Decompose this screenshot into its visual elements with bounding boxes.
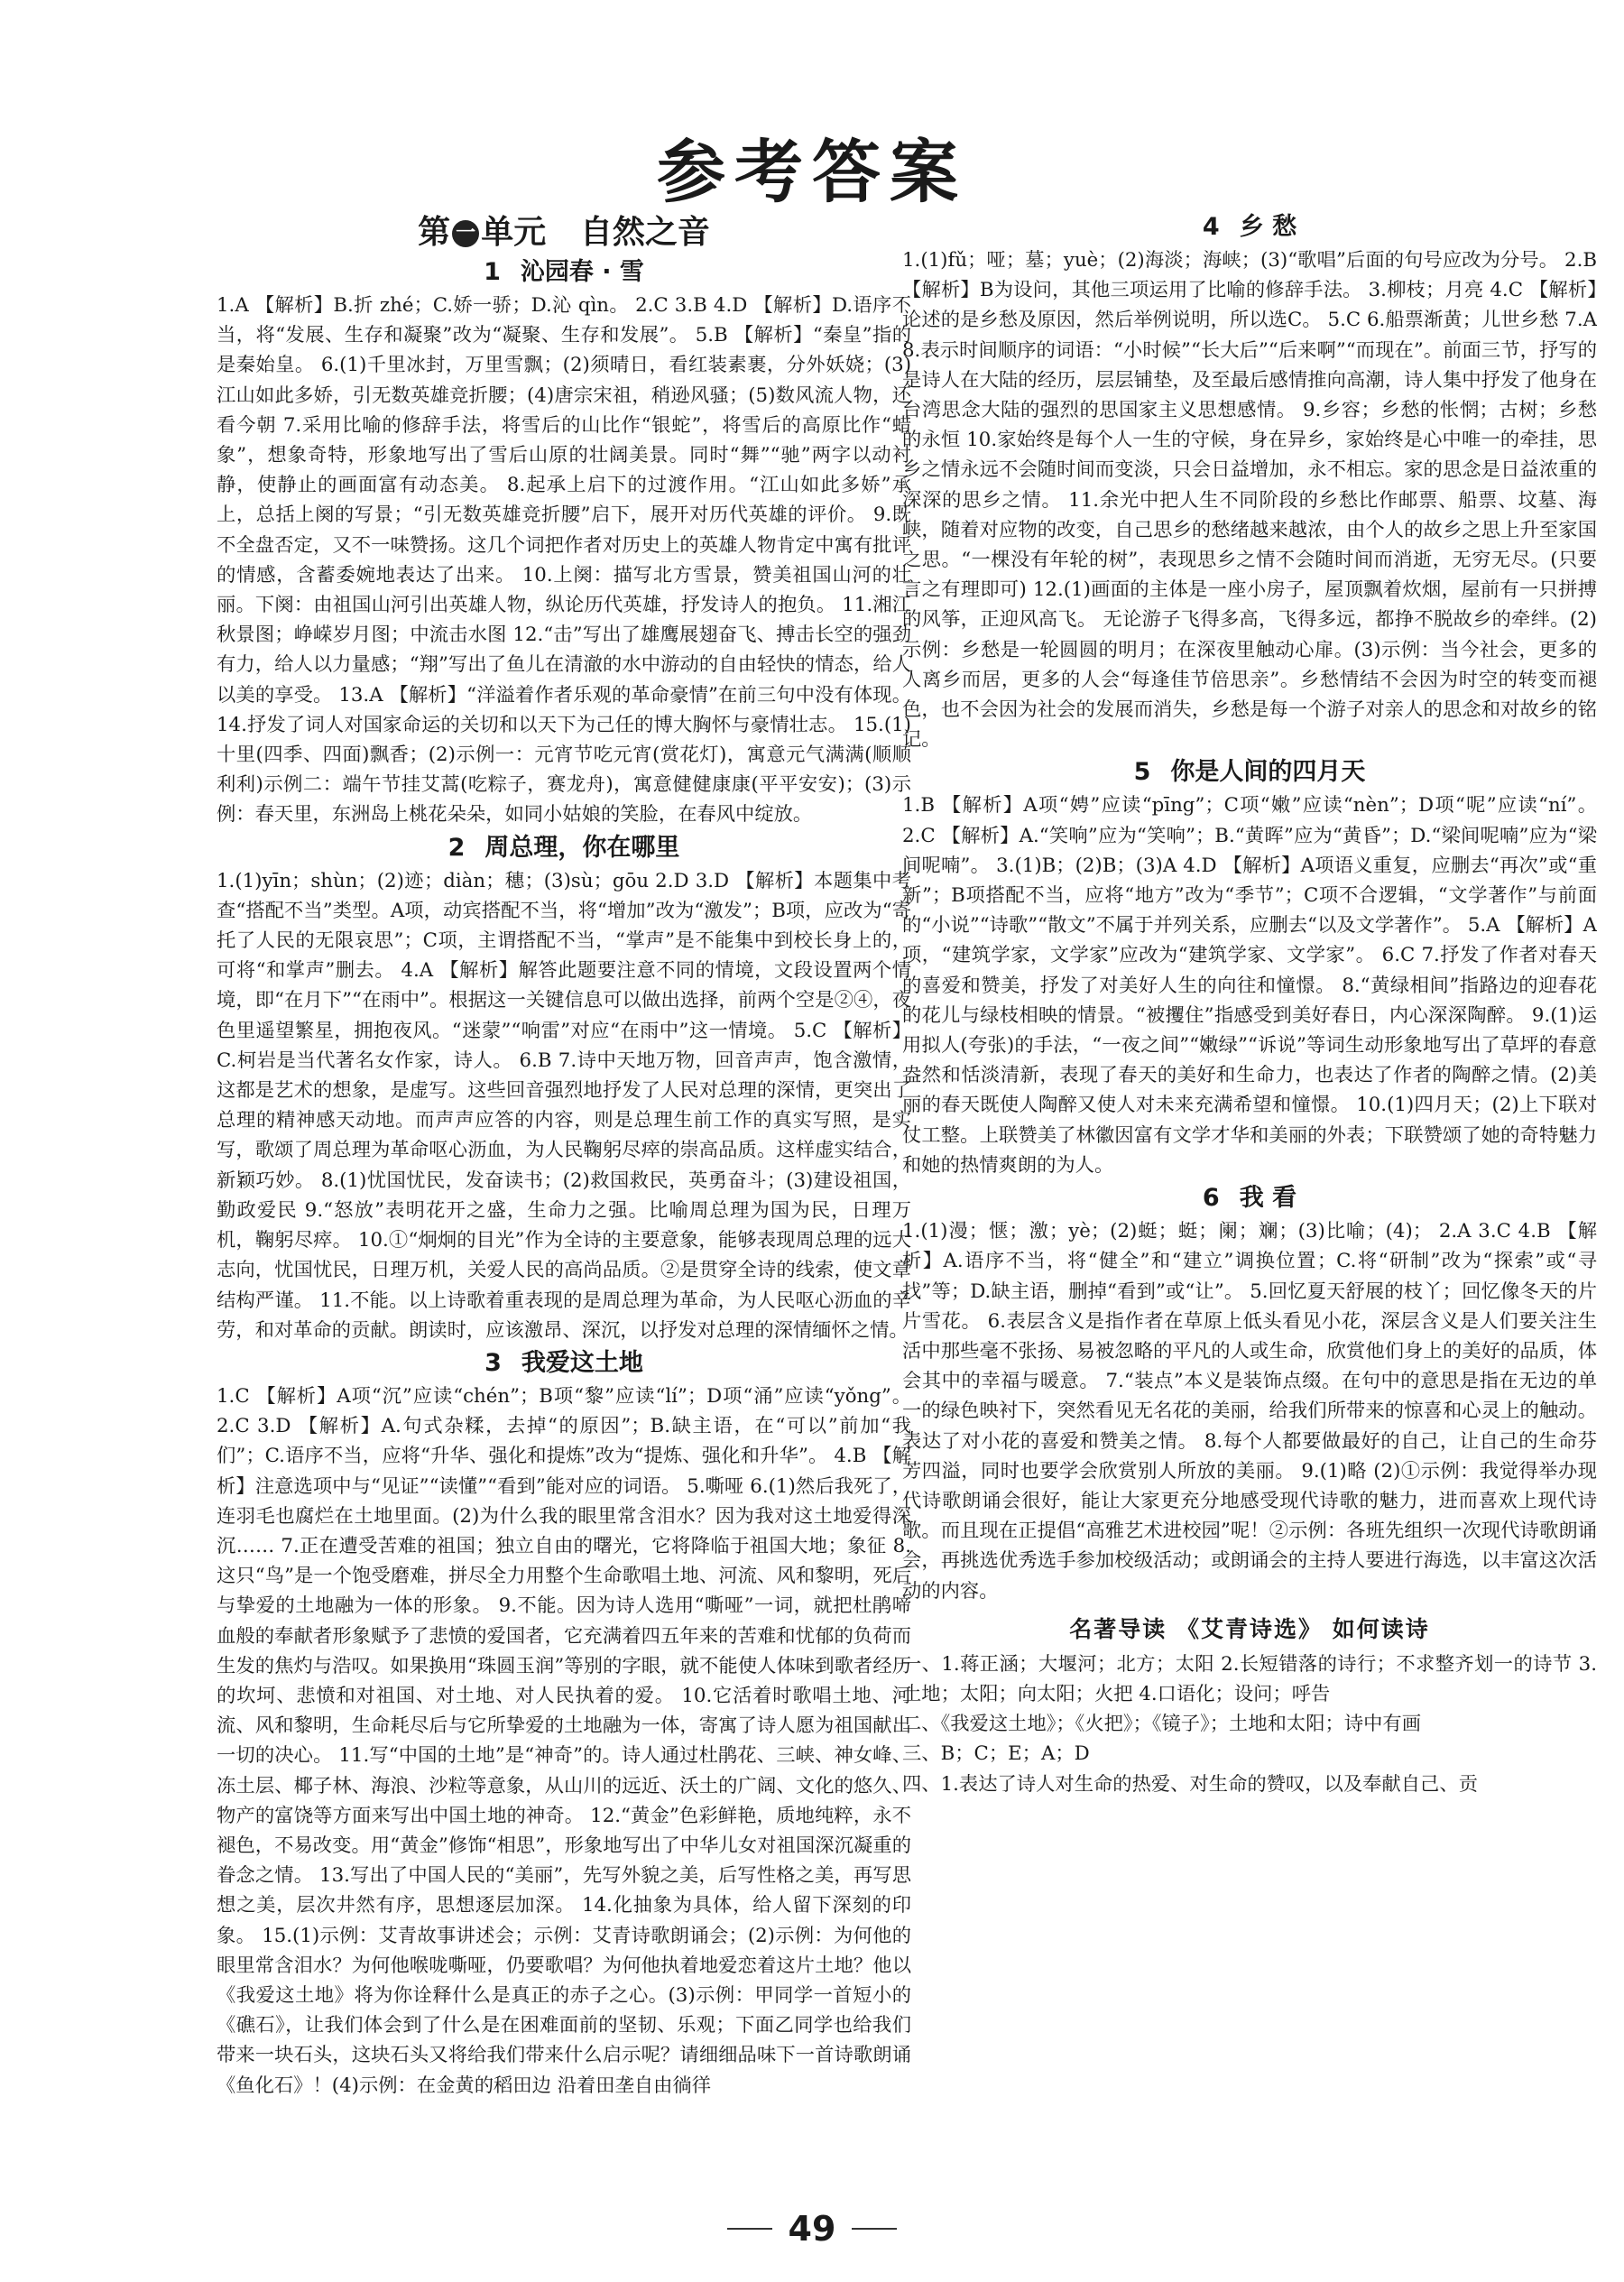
section-number: 4	[1202, 213, 1220, 241]
answers-section-6: 1.(1)漫；惬；激；yè；(2)蜓；蜓；阑；斓；(3)比喻；(4)； 2.A 3.C 4.B 【解析】A.语序不当，将“健全”和“建立”调换位置；C.将“研制”改为“探索”或“寻找”等；D.缺主语，删掉“看到”或“让”。 5.回忆夏天舒展的枝丫；回忆像冬天的片片雪花。 6.表层含义是指作者在草原上低头看见小花，深层含义是人们要关注生活中那些毫不张扬、易被忽略的平凡的人或生命，欣赏他们身上的美好的品质，体会其中的幸福与暖意。 7.“装点”本义是装饰点缀。在句中的意思是指在无边的单一的绿色映衬下，突然看见无名花的美丽，给我们所带来的惊喜和心灵上的触动。表达了对小花的喜爱和赞美之情。 8.每个人都要做最好的自己，让自己的生命芬芳四溢，同时也要学会欣赏别人所放的美丽。 9.(1)略 (2)①示例：我觉得举办现代诗歌朗诵会很好，能让大家更充分地感受现代诗歌的魅力，进而喜欢上现代诗歌。而且现在正提倡“高雅艺术进校园”呢！②示例：各班先组织一次现代诗歌朗诵会，再挑选优秀选手参加校级活动；或朗诵会的主持人要进行海选，以丰富这次活动的内容。	[902, 1220, 1597, 1603]
answers-section-5: 1.B 【解析】A项“娉”应读“pīng”；C项“嫩”应读“nèn”；D项“呢”应读“ní”。 2.C 【解析】A.“笑响”应为“笑响”；B.“黄晖”应为“黄昏”；D.“梁间呢喃”应为“梁间呢喃”。 3.(1)B；(2)B；(3)A 4.D 【解析】A项语义重复，应删去“再次”或“重新”；B项搭配不当，应将“地方”改为“季节”；C项不合逻辑，“文学著作”与前面的“小说”“诗歌”“散文”不属于并列关系，应删去“以及文学著作”。 5.A 【解析】A项，“建筑学家，文学家”应改为“建筑学家、文学家”。 6.C 7.抒发了作者对春天的喜爱和赞美，抒发了对美好人生的向往和憧憬。 8.“黄绿相间”指路边的迎春花的花儿与绿枝相映的情景。“被攫住”指感受到美好春日，内心深深陶醉。 9.(1)运用拟人(夸张)的手法，“一夜之间”“嫩绿”“诉说”等词生动形象地写出了草坪的春意盎然和恬淡清新，表现了春天的美好和生命力，也表达了作者的陶醉之情。(2)美丽的春天既使人陶醉又使人对未来充满希望和憧憬。 10.(1)四月天；(2)上下联对仗工整。上联赞美了林徽因富有文学才华和美丽的外表；下联赞颂了她的奇特魅力和她的热情爽朗的为人。	[902, 794, 1597, 1177]
answers-section-3: 1.C 【解析】A项“沉”应读“chén”；B项“黎”应读“lí”；D项“涌”应读“yǒng”。 2.C 3.D 【解析】A.句式杂糅，去掉“的原因”；B.缺主语，在“可以”前加“我们”；C.语序不当，应将“升华、强化和提炼”改为“提炼、强化和升华”。 4.B 【解析】注意选项中与“见证”“读懂”“看到”能对应的词语。 5.嘶哑 6.(1)然后我死了，连羽毛也腐烂在土地里面。(2)为什么我的眼里常含泪水？因为我对这土地爱得深沉…… 7.正在遭受苦难的祖国；独立自由的曙光，它将降临于祖国大地；象征 8.这只“鸟”是一个饱受磨难，拼尽全力用整个生命歌唱土地、河流、风和黎明，死后与挚爱的土地融为一体的形象。 9.不能。因为诗人选用“嘶哑”一词，就把杜鹃啼血般的奉献者形象赋予了悲愤的爱国者，它充满着四五年来的苦难和忧郁的负荷而生发的焦灼与浩叹。如果换用“珠圆玉润”等别的字眼，就不能使人体味到歌者经历的坎坷、悲愤和对祖国、对土地、对人民执着的爱。 10.它活着时歌唱土地、河流、风和黎明，生命耗尽后与它所挚爱的土地融为一体，寄寓了诗人愿为祖国献出一切的决心。 11.写“中国的土地”是“神奇”的。诗人通过杜鹃花、三峡、神女峰、冻土层、椰子林、海浪、沙粒等意象，从山川的远近、沃土的广阔、文化的悠久、物产的富饶等方面来写出中国土地的神奇。 12.“黄金”色彩鲜艳，质地纯粹，永不褪色，不易改变。用“黄金”修饰“相思”，形象地写出了中华儿女对祖国深沉凝重的眷念之情。 13.写出了中国人民的“美丽”，先写外貌之美，后写性格之美，再写思想之美，层次井然有序，思想逐层加深。 14.化抽象为具体，给人留下深刻的印象。 15.(1)示例：艾青故事讲述会；示例：艾青诗歌朗诵会；(2)示例：为何他的眼里常含泪水？为何他喉咙嘶哑，仍要歌唱？为何他执着地爱恋着这片土地？他以《我爱这土地》将为你诠释什么是真正的赤子之心。(3)示例：甲同学一首短小的《礁石》，让我们体会到了什么是在困难面前的坚韧、乐观；下面乙同学也给我们带来一块石头，这块石头又将给我们带来什么启示呢？请细细品味下一首诗歌朗诵《鱼化石》！(4)示例：在金黄的稻田边 沿着田垄自由徜徉	[217, 1384, 911, 2097]
unit-prefix: 第	[418, 214, 451, 251]
answers-section-4: 1.(1)fǔ；哑；墓；yuè；(2)海淡；海峡；(3)“歌唱”后面的句号应改为分号。 2.B 【解析】B为设问，其他三项运用了比喻的修辞手法。 3.柳枝；月亮 4.C 【解析】论述的是乡愁及原因，然后举例说明，所以选C。 5.C 6.船票渐黄；儿世乡愁 7.A 8.表示时间顺序的词语：“小时候”“长大后”“后来啊”“而现在”。前面三节，抒写的是诗人在大陆的经历，层层铺垫，及至最后感情推向高潮，诗人集中抒发了他身在台湾思念大陆的强烈的思国家主义思想感情。 9.乡容；乡愁的怅惘；古树；乡愁的永恒 10.家始终是每个人一生的守候，身在异乡，家始终是心中唯一的牵挂，思乡之情永远不会随时间而变淡，只会日益增加，永不相忘。家的思念是日益浓重的深深的思乡之情。 11.余光中把人生不同阶段的乡愁比作邮票、船票、坟墓、海峡，随着对应物的改变，自己思乡的愁绪越来越浓，由个人的故乡之思上升至家国之思。“一棵没有年轮的树”，表现思乡之情不会随时间而消逝，无穷无尽。(只要言之有理即可) 12.(1)画面的主体是一座小房子，屋顶飘着炊烟，屋前有一只拼搏的风筝，正迎风高飞。 无论游子飞得多高，飞得多远，都挣不脱故乡的牵绊。(2)示例：乡愁是一轮圆圆的明月；在深夜里触动心扉。(3)示例：当今社会，更多的人离乡而居，更多的人会“每逢佳节倍思亲”。乡愁情结不会因为时空的转变而褪色，也不会因为社会的发展而消失，乡愁是每一个游子对亲人的思念和对故乡的铭记。	[902, 249, 1597, 752]
dash-left	[727, 2228, 772, 2230]
left-column	[217, 209, 911, 2190]
section-name: 乡 愁	[1239, 213, 1297, 241]
section-title-6	[902, 1180, 1597, 1216]
section-number: 5	[1133, 758, 1151, 787]
reading-guide-item: 四、1.表达了诗人对生命的热爱、对生命的赞叹，以及奉献自己、贡	[902, 1772, 1478, 1796]
unit-suffix: 单元	[481, 214, 547, 251]
section-number: 3	[484, 1348, 502, 1377]
section-title-4	[902, 209, 1597, 245]
section-title-1	[217, 254, 911, 291]
section-number: 2	[448, 833, 466, 862]
answers-section-2: 1.(1)yīn；shùn；(2)迹；diàn；穗；(3)sù；gōu 2.D 3.D 【解析】本题集中考查“搭配不当”类型。A项，动宾搭配不当，将“增加”改为“激发”；B项，应改为“寄托了人民的无限哀思”；C项，主谓搭配不当，“掌声”是不能集中到校长身上的，可将“和掌声”删去。 4.A 【解析】解答此题要注意不同的情境，文段设置两个情境，即“在月下”“在雨中”。根据这一关键信息可以做出选择，前两个空是②④，夜色里遥望繁星，拥抱夜风。“迷蒙”“响雷”对应“在雨中”这一情境。 5.C 【解析】C.柯岩是当代著名女作家，诗人。 6.B 7.诗中天地万物，回音声声，饱含激情，这都是艺术的想象，是虚写。这些回音强烈地抒发了人民对总理的深情，更突出了总理的精神感天动地。而声声应答的内容，则是总理生前工作的真实写照，是实写，歌颂了周总理为革命呕心沥血，为人民鞠躬尽瘁的崇高品质。这样虚实结合，新颖巧妙。 8.(1)忧国忧民，发奋读书；(2)救国救民，英勇奋斗；(3)建设祖国，勤政爱民 9.“怒放”表明花开之盛，生命力之强。比喻周总理为国为民，日理万机，鞠躬尽瘁。 10.①“炯炯的目光”作为全诗的主要意象，能够表现周总理的远大志向，忧国忧民，日理万机，关爱人民的高尚品质。②是贯穿全诗的线索，使文章结构严谨。 11.不能。以上诗歌着重表现的是周总理为革命，为人民呕心沥血的辛劳，和对革命的贡献。朗读时，应该激昂、深沉，以抒发对总理的深情缅怀之情。	[217, 869, 911, 1342]
page-title: 参考答案	[657, 132, 967, 212]
reading-guide-item: 一、1.蒋正涵；大堰河；北方；太阳 2.长短错落的诗行；不求整齐划一的诗节 3.土地；太阳；向太阳；火把 4.口语化；设问；呼告	[902, 1652, 1597, 1705]
reading-guide-item: 二、《我爱这土地》；《火把》；《镜子》；土地和太阳；诗中有画	[902, 1713, 1422, 1736]
section-name: 我 看	[1239, 1184, 1297, 1213]
section-name: 周总理，你在哪里	[484, 833, 680, 862]
page-number	[0, 2209, 1624, 2249]
section-name: 你是人间的四月天	[1170, 758, 1366, 787]
unit-heading	[217, 213, 911, 253]
section-title-2	[217, 830, 911, 866]
section-title-5	[902, 754, 1597, 790]
page-number-value: 49	[788, 2209, 836, 2249]
section-number: 6	[1202, 1184, 1220, 1213]
reading-guide-title: 名著导读 《艾青诗选》 如何读诗	[1069, 1615, 1430, 1642]
section-title-3	[217, 1345, 911, 1381]
unit-theme: 自然之音	[579, 214, 710, 251]
section-name: 我爱这土地	[521, 1348, 643, 1377]
reading-guide-item: 三、B；C；E；A；D	[902, 1742, 1090, 1766]
section-number: 1	[484, 258, 501, 286]
section-name: 沁园春 · 雪	[520, 258, 644, 286]
dash-right	[852, 2228, 897, 2230]
right-column	[902, 209, 1597, 2190]
answers-section-1: 1.A 【解析】B.折 zhé；C.娇一骄；D.沁 qìn。 2.C 3.B 4.D 【解析】D.语序不当，将“发展、生存和凝聚”改为“凝聚、生存和发展”。 5.B 【解析】“秦皇”指的是秦始皇。 6.(1)千里冰封，万里雪飘；(2)须晴日，看红装素裹，分外妖娆；(3)江山如此多娇，引无数英雄竞折腰；(4)唐宗宋祖，稍逊风骚；(5)数风流人物，还看今朝 7.采用比喻的修辞手法，将雪后的山比作“银蛇”，将雪后的高原比作“蜡象”，想象奇特，形象地写出了雪后山原的壮阔美景。同时“舞”“驰”两字以动衬静，使静止的画面富有动态美。 8.起承上启下的过渡作用。“江山如此多娇”承上，总括上阕的写景；“引无数英雄竞折腰”启下，展开对历代英雄的评价。 9.既不全盘否定，又不一味赞扬。这几个词把作者对历史上的英雄人物肯定中寓有批评的情感，含蓄委婉地表达了出来。 10.上阕：描写北方雪景，赞美祖国山河的壮丽。下阕：由祖国山河引出英雄人物，纵论历代英雄，抒发诗人的抱负。 11.湘江秋景图；峥嵘岁月图；中流击水图 12.“击”写出了雄鹰展翅奋飞、搏击长空的强劲有力，给人以力量感；“翔”写出了鱼儿在清澈的水中游动的自由轻快的情态，给人以美的享受。 13.A 【解析】“洋溢着作者乐观的革命豪情”在前三句中没有体现。 14.抒发了词人对国家命运的关切和以天下为己任的博大胸怀与豪情壮志。 15.(1)十里(四季、四面)飘香；(2)示例一：元宵节吃元宵(赏花灯)，寓意元气满满(顺顺利利)示例二：端午节挂艾蒿(吃粽子，赛龙舟)，寓意健健康康(平平安安)；(3)示例：春天里，东洲岛上桃花朵朵，如同小姑娘的笑脸，在春风中绽放。	[217, 294, 911, 827]
unit-numeral: 一	[452, 220, 479, 247]
